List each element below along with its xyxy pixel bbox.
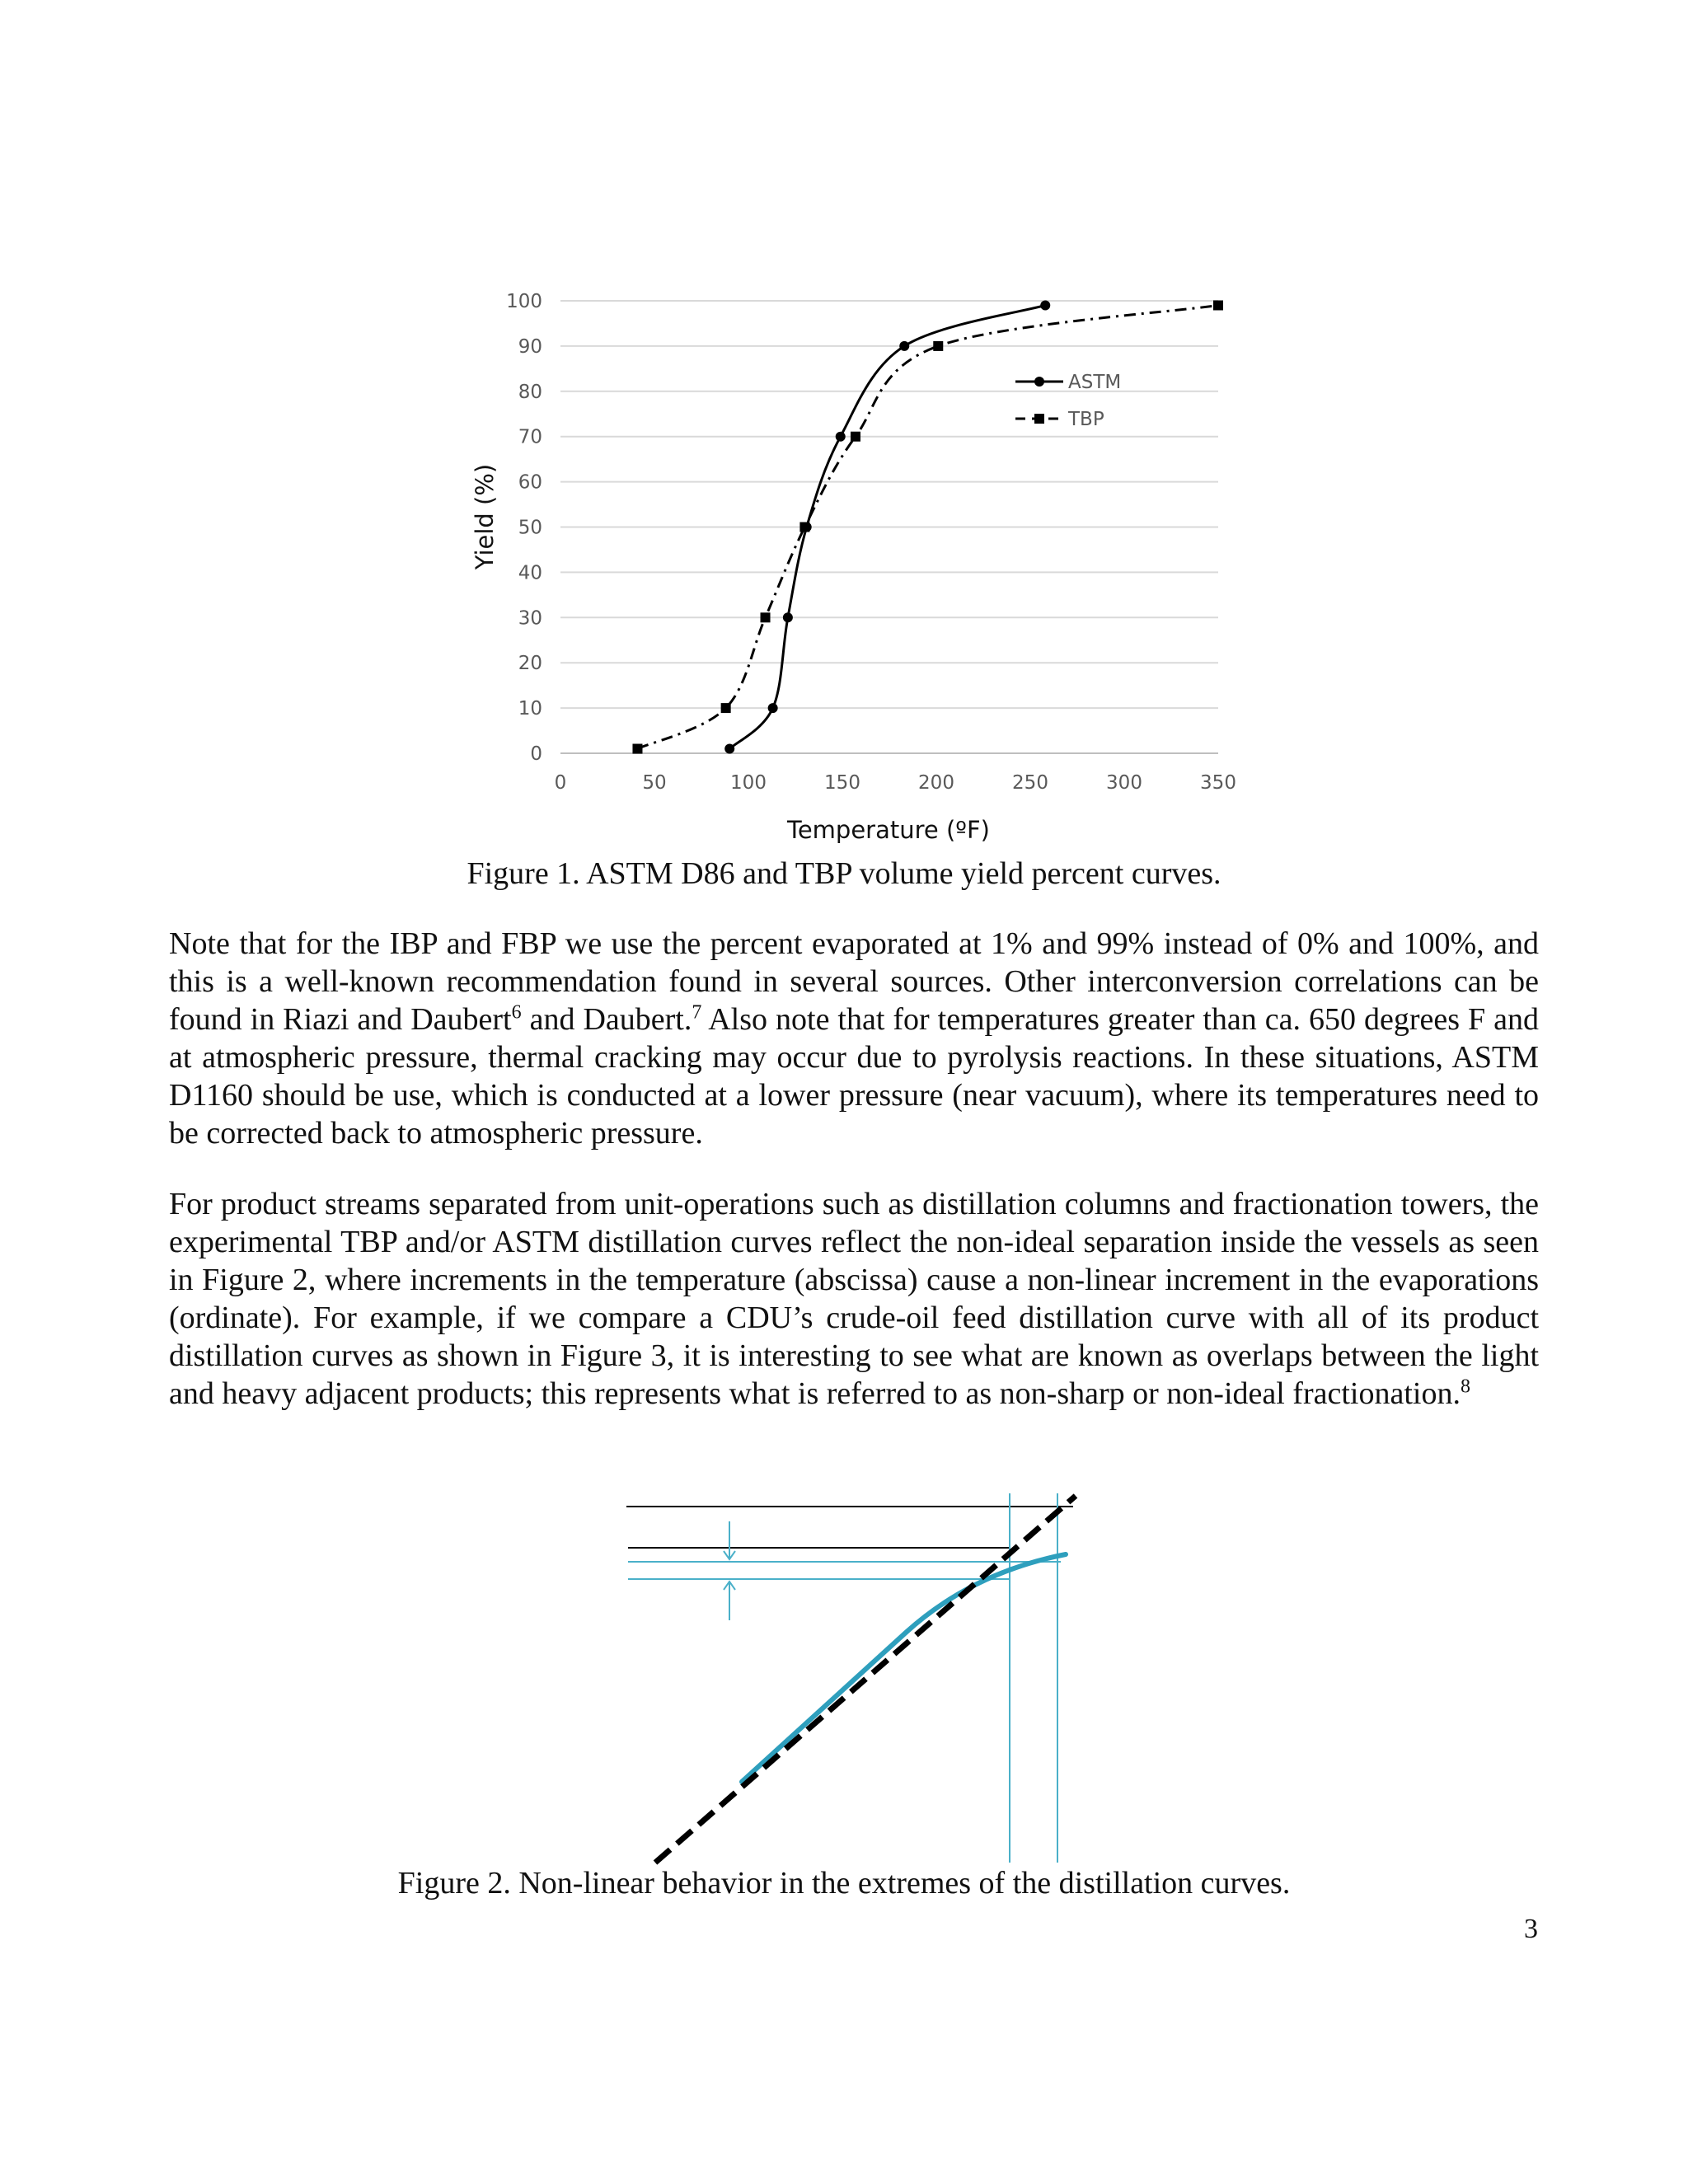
- data-point-astm: [724, 744, 734, 754]
- paragraph-text: For product streams separated from unit-operations such as distillation columns and fractionation towers, the experimental TBP and/or ASTM distillation curves reflect the non-ideal separation inside the vessels as seen in Figure 2, where increments in the temperature (abscissa) cause a non-linear increment in the evaporations (ordinate). For example, if we compare a CDU’s crude-oil feed distillation curve with all of its product distillation curves as shown in Figure 3, it is interesting to see what are known as overlaps between the light and heavy adjacent products; this represents what is referred to as non-sharp or non-ideal fractionation.: [169, 1187, 1539, 1411]
- data-point-tbp: [761, 612, 771, 622]
- x-tick-label: 350: [1200, 772, 1236, 794]
- paragraph-ibp-fbp: [169, 925, 1539, 1152]
- y-tick-label: 90: [518, 335, 542, 358]
- data-point-astm: [783, 612, 793, 622]
- up-arrow-icon: [724, 1582, 735, 1620]
- y-tick-label: 10: [518, 698, 542, 720]
- x-tick-label: 250: [1012, 772, 1048, 794]
- y-axis-label: Yield (%): [471, 463, 499, 570]
- y-tick-label: 0: [530, 743, 542, 765]
- y-tick-label: 60: [518, 471, 542, 494]
- y-tick-label: 40: [518, 562, 542, 584]
- reference-superscript: 6: [511, 1001, 522, 1024]
- y-tick-label: 20: [518, 653, 542, 675]
- data-point-tbp: [632, 744, 642, 754]
- reference-superscript: 7: [692, 1001, 702, 1024]
- data-point-astm: [899, 341, 909, 351]
- down-arrow-icon: [724, 1521, 735, 1559]
- page-number: 3: [1524, 1914, 1538, 1944]
- data-point-tbp: [799, 523, 809, 532]
- x-axis-label: Temperature (ºF): [787, 816, 990, 844]
- y-tick-labels: [506, 291, 542, 765]
- y-tick-label: 30: [518, 607, 542, 630]
- data-point-tbp: [933, 341, 943, 351]
- data-point-tbp: [851, 432, 860, 442]
- legend-label-tbp: TBP: [1068, 409, 1104, 430]
- yield-chart: [0, 0, 1688, 874]
- data-point-astm: [836, 432, 846, 442]
- data-point-tbp: [721, 703, 731, 713]
- y-tick-label: 100: [506, 291, 542, 312]
- figure-1-caption: Figure 1. ASTM D86 and TBP volume yield percent curves.: [467, 856, 1221, 891]
- legend-label-astm: ASTM: [1068, 372, 1122, 393]
- chart-gridlines: [560, 301, 1218, 753]
- figure-2-caption: Figure 2. Non-linear behavior in the extremes of the distillation curves.: [397, 1866, 1291, 1900]
- data-point-astm: [768, 703, 778, 713]
- reference-superscript: 8: [1460, 1376, 1470, 1398]
- data-point-tbp: [1213, 300, 1223, 310]
- y-tick-label: 70: [518, 426, 542, 448]
- chart-legend: [1015, 372, 1121, 430]
- x-tick-labels: [555, 772, 1236, 794]
- x-tick-label: 100: [730, 772, 767, 794]
- x-tick-label: 300: [1106, 772, 1142, 794]
- x-tick-label: 200: [918, 772, 954, 794]
- legend-marker: [1034, 377, 1044, 387]
- data-point-astm: [1040, 300, 1050, 310]
- paragraph-text: Also note that for temperatures greater than ca. 650 degrees F and at atmospheric pressure, thermal cracking may occur due to pyrolysis reactions. In these situations, ASTM D1160 should be use, which is conducted at a lower pressure (near vacuum), where its temperatures need to be corrected back to atmospheric pressure.: [169, 1002, 1539, 1151]
- paragraph-product-streams: [169, 1185, 1539, 1413]
- nonlinear-diagram: [610, 1483, 1104, 1871]
- paragraph-text: Note that for the IBP and FBP we use the percent evaporated at 1% and 99% instead of 0% and 100%, and this is a well-known recommendation found in several sources. Other interconversion correlations can be found in Riazi and Daubert: [169, 926, 1539, 1037]
- paragraph-text: and Daubert.: [521, 1002, 692, 1037]
- legend-marker: [1034, 414, 1044, 424]
- y-tick-label: 50: [518, 517, 542, 539]
- x-tick-label: 150: [824, 772, 860, 794]
- ideal-dashed-line: [655, 1496, 1076, 1863]
- x-tick-label: 50: [642, 772, 667, 794]
- y-tick-label: 80: [518, 381, 542, 403]
- x-tick-label: 0: [554, 772, 567, 794]
